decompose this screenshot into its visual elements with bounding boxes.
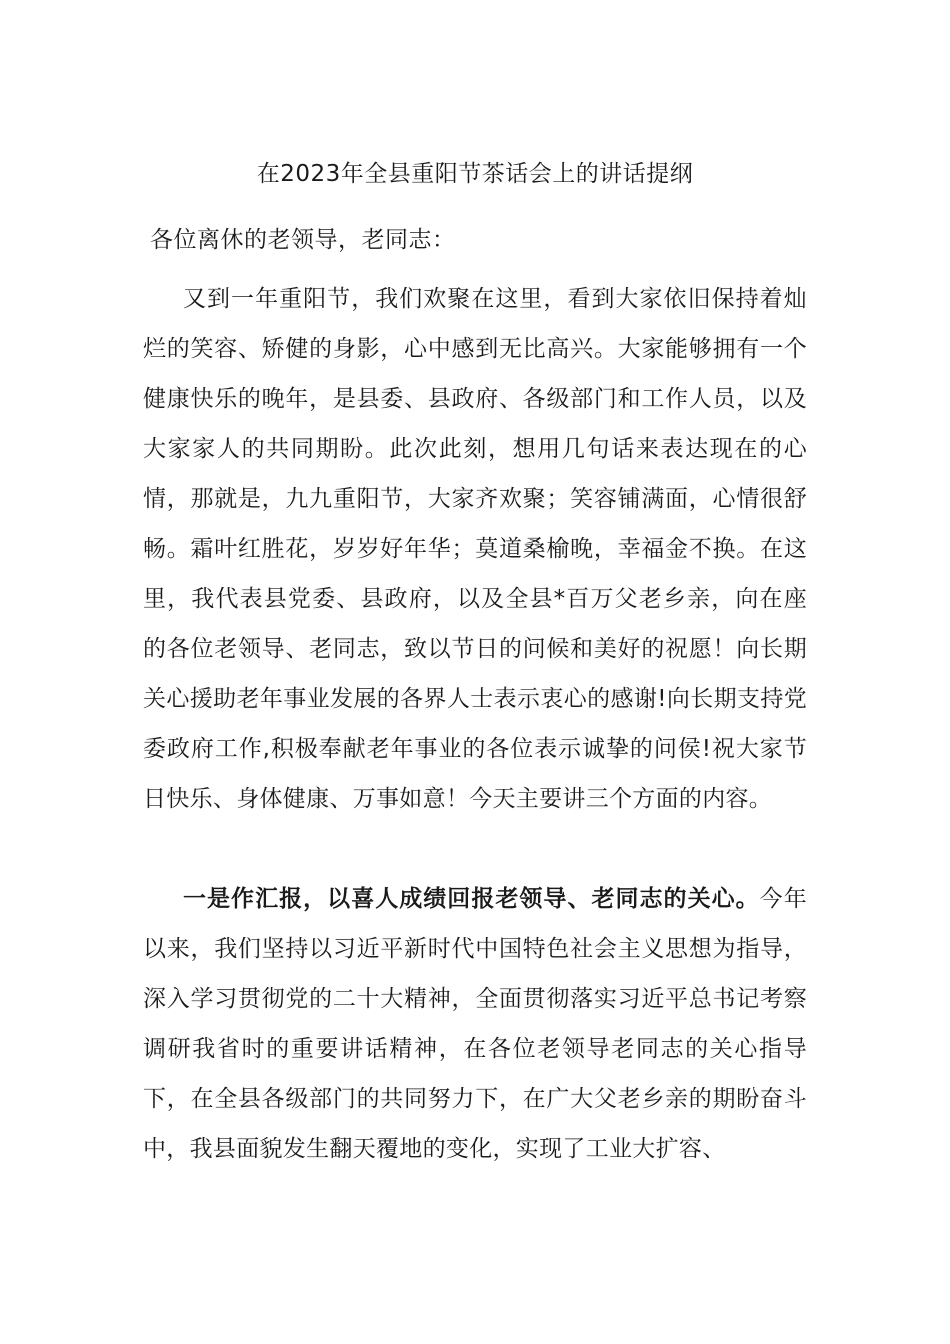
paragraph-report — [143, 874, 807, 1174]
paragraph-opening-text: 又到一年重阳节，我们欢聚在这里，看到大家依旧保持着灿烂的笑容、矫健的身影，心中感到无比高兴。大家能够拥有一个健康快乐的晚年，是县委、县政府、各级部门和工作人员，以及大家家人的共同期盼。此次此刻，想用几句话来表达现在的心情，那就是，九九重阳节，大家齐欢聚；笑容铺满面，心情很舒畅。霜叶红胜花，岁岁好年华；莫道桑榆晚，幸福金不换。在这里，我代表县党委、县政府，以及全县*百万父老乡亲，向在座的各位老领导、老同志，致以节日的问候和美好的祝愿！向长期关心援助老年事业发展的各界人士表示衷心的感谢!向长期支持党委政府工作,积极奉献老年事业的各位表示诚挚的问侯!祝大家节日快乐、身体健康、万事如意！今天主要讲三个方面的内容。 — [143, 286, 807, 812]
paragraph-opening — [143, 274, 807, 824]
paragraph-report-lead: 一是作汇报，以喜人成绩回报老领导、老同志的关心。 — [183, 886, 760, 912]
salutation: 各位离休的老领导，老同志： — [150, 227, 456, 253]
paragraph-report-body: 今年以来，我们坚持以习近平新时代中国特色社会主义思想为指导，深入学习贯彻党的二十大精神，全面贯彻落实习近平总书记考察调研我省时的重要讲话精神，在各位老领导老同志的关心指导下，在全县各级部门的共同努力下，在广大父老乡亲的期盼奋斗中，我县面貌发生翻天覆地的变化，实现了工业大扩容、 — [143, 886, 807, 1162]
document-title: 在2023年全县重阳节茶话会上的讲话提纲 — [256, 161, 694, 187]
